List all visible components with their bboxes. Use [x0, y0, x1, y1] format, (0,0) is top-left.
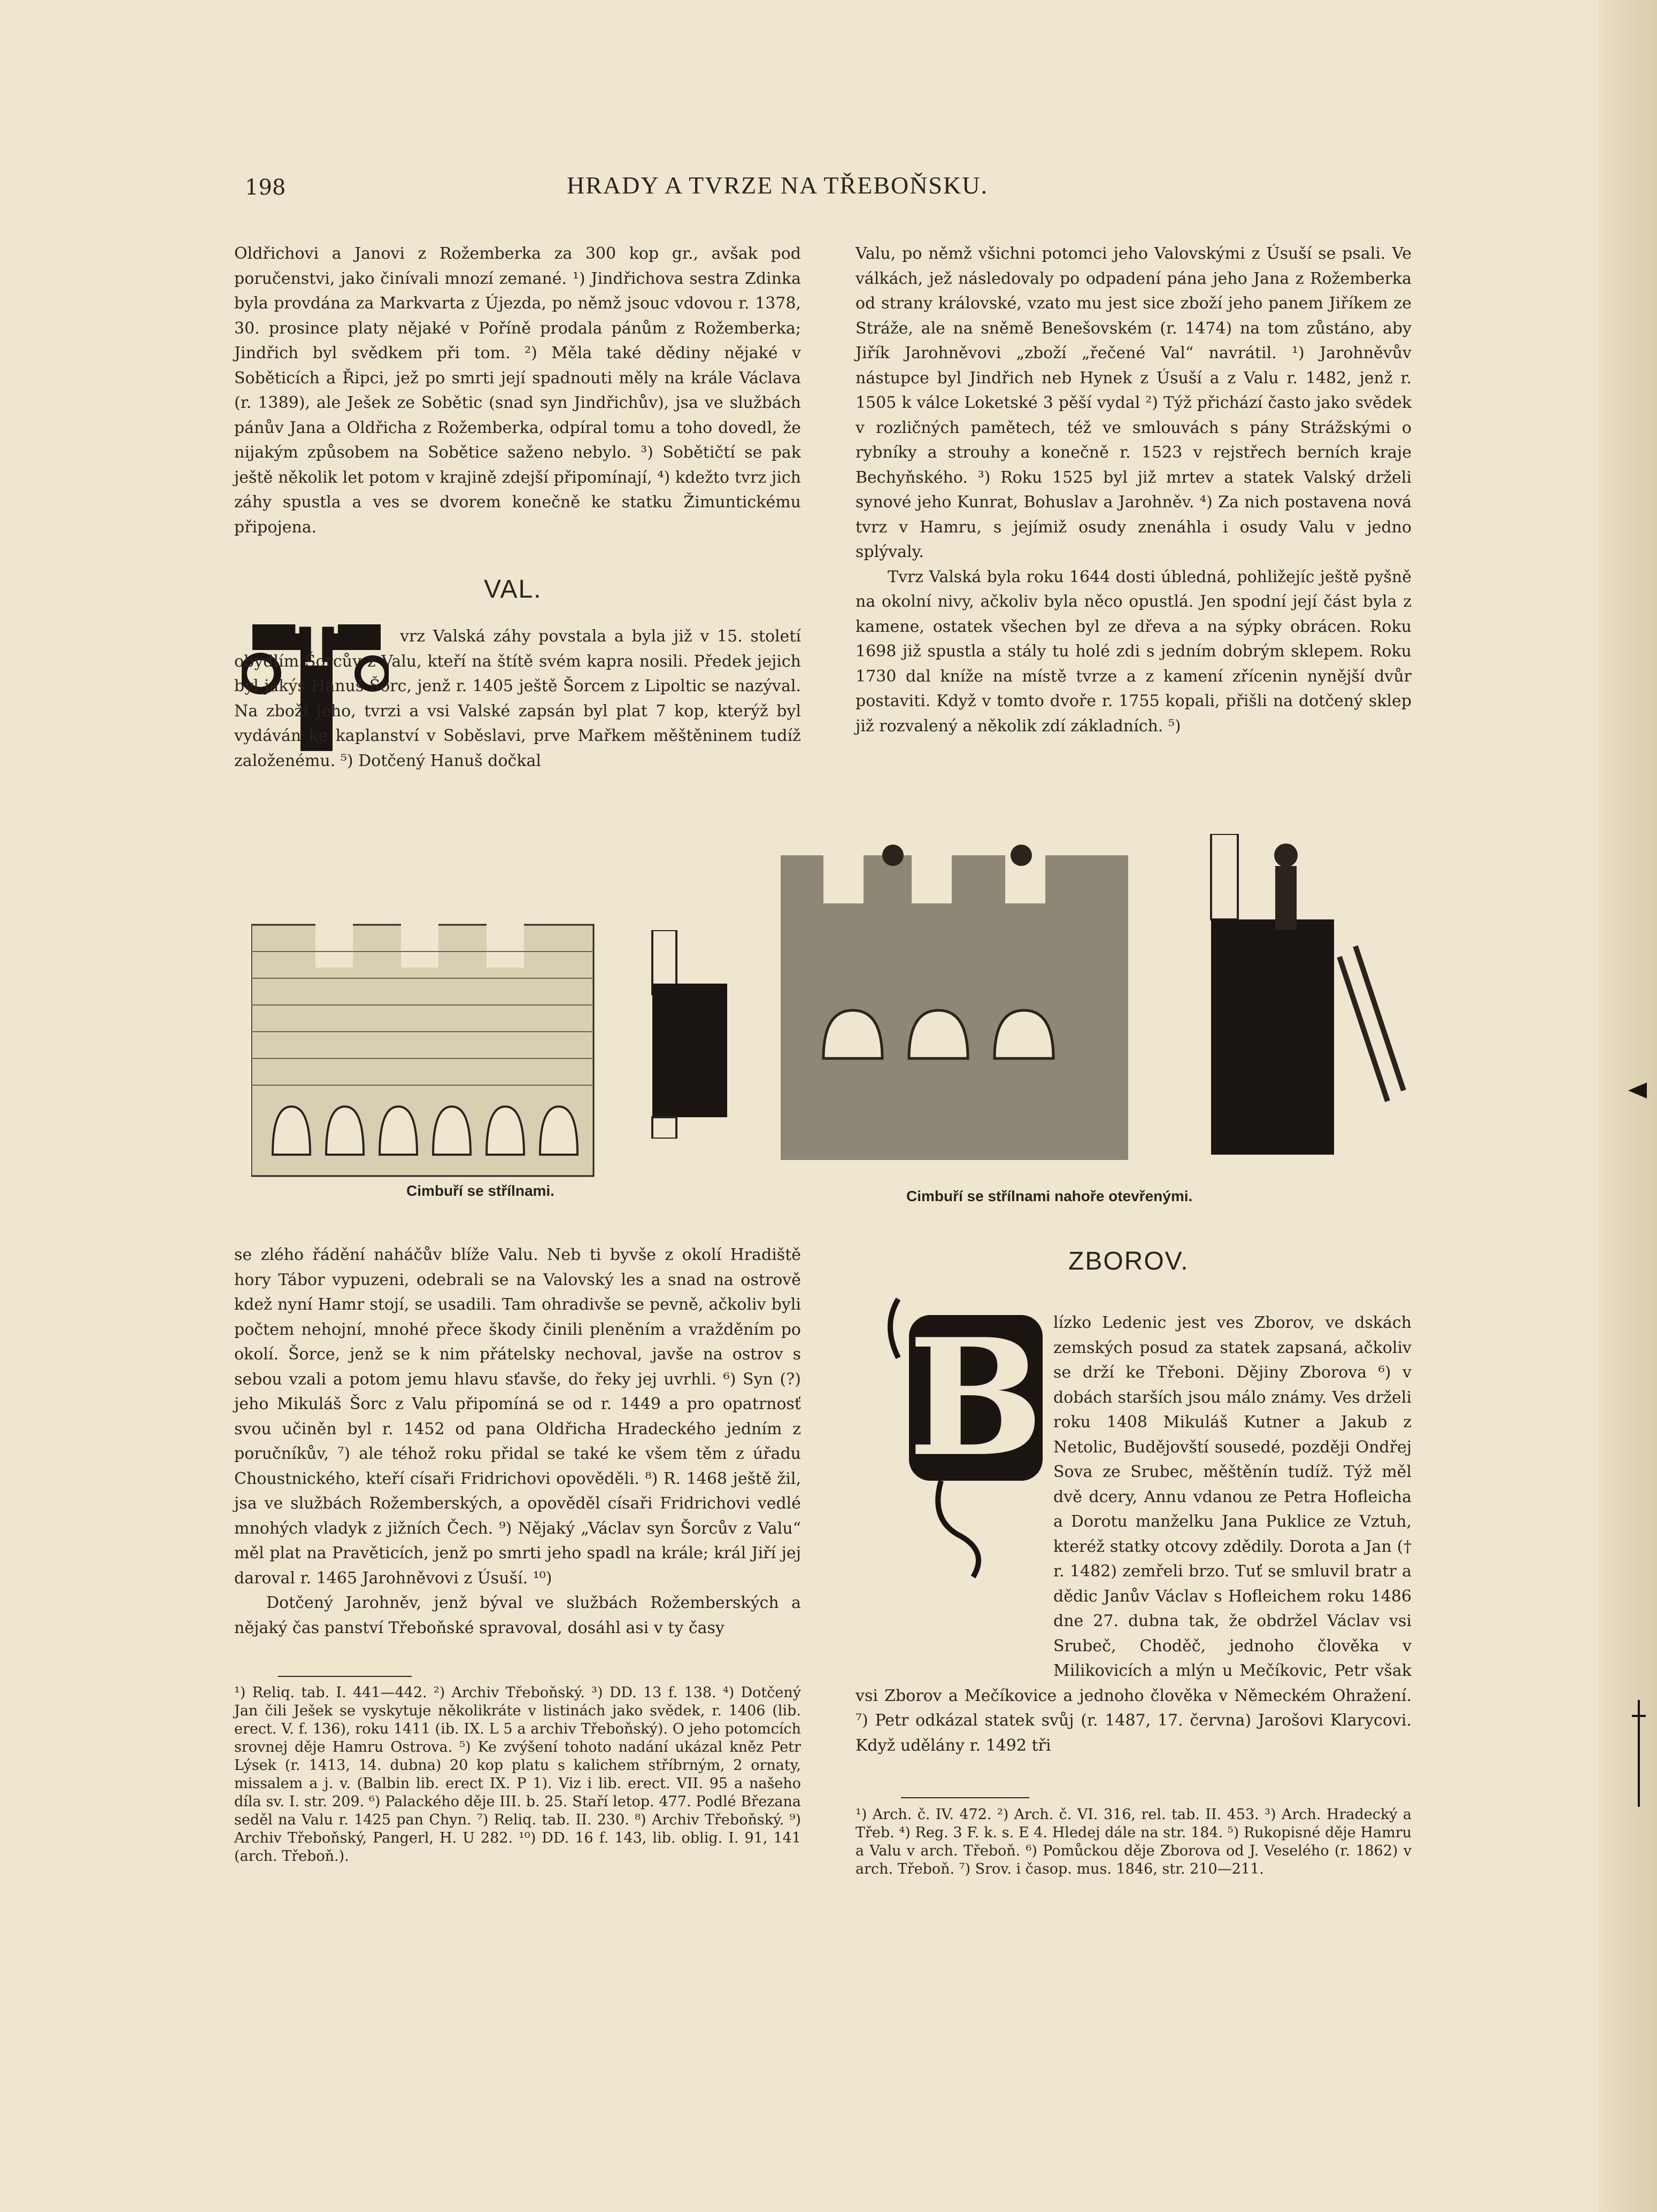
footnotes-left: ¹) Reliq. tab. I. 441—442. ²) Archiv Třeboňský. ³) DD. 13 f. 138. ⁴) Dotčený Jan čili Ješek se vyskytuje několikráte v listinách jako svědek, r. 1406 (lib. erect. V. f. 136), roku 1411 (ib. IX. L 5 a archiv Třeboňský). O jeho potomcích srovnej děje Hamru Ostrova. ⁵) Ke zvýšení tohoto nadání ukázal kněz Petr Lýsek (r. 1413, 14. dubna) 20 kop platu s kalichem stříbrným, 2 ornaty, missalem a j. v. (Balbin lib. erect IX. P 1). Viz i lib. erect. VII. 95 a našeho díla sv. I. str. 209. ⁶) Palackého děje III. b. 25. Staří letop. 477. Podlé Březana seděl na Valu r. 1425 pan Chyn. ⁷) Reliq. tab. II. 230. ⁸) Archiv Třeboňský. ⁹) Archiv Třeboňský, Pangerl, H. U 282. ¹⁰) DD. 16 f. 143, lib. oblig. I. 91, 141 (arch. Třeboň.). — [234, 1684, 801, 1865]
paragraph: Valu, po němž všichni potomci jeho Valovskými z Úsuší se psali. Ve válkách, jež následovaly po odpadení pána jeho Jana z Rožemberka od strany královské, vzato mu jest sice zboží jeho panem Jiříkem ze Stráže, ale na sněmě Benešovském (r. 1474) na tom zůstáno, aby Jiřík Jarohněvovi „zboží „řečené Val“ navrátil. ¹) Jarohněvův nástupce byl Jindřich neb Hynek z Úsuší a z Valu r. 1482, jenž r. 1505 k válce Loketské 3 pěší vydal ²) Týž přichází často jako svědek v rozličných pamětech, též ve smlouvách s pány Strážskými o rybníky a strouhy a konečně r. 1523 v rejstřech berních kraje Bechyňského. ³) Roku 1525 byl již mrtev a statek Valský drželi synové jeho Kunrat, Bohuslav a Jarohněv. ⁴) Za nich postavena nová tvrz v Hamru, s jejímiž osudy znenáhla i osudy Valu v jedno splývaly. — [856, 244, 1412, 561]
crenellation-section-left — [647, 930, 733, 1139]
page-title: HRADY A TVRZE NA TŘEBOŇSKU. — [567, 172, 988, 199]
page-edge — [1598, 0, 1657, 2212]
figure-caption-right: Cimbuří se střílnami nahoře otevřenými. — [906, 1188, 1193, 1204]
crenellation-illustration-right — [781, 834, 1128, 1160]
paragraph: Dotčený Jarohněv, jenž býval ve službách Rožemberských a nějaký čas panství Třeboňské spravoval, dosáhl asi v ty časy — [234, 1594, 801, 1637]
drop-initial-letter: T — [295, 615, 338, 679]
footnote-divider-right — [901, 1797, 1029, 1798]
paragraph: Tvrz Valská byla roku 1644 dosti úbledná, pohližejíc ještě pyšně na okolní nivy, ačkoliv byla něco opustlá. Jen spodní její část byla z kamene, ostatek všechen byl ze dřeva a na sýpky obrácen. Roku 1698 již spustla a stály tu holé zdi s jedním dobrým sklepem. Roku 1730 dal kníže na místě tvrze a z kamení zřícenin nynější dvůr postaviti. Když v tomto dvoře r. 1755 kopali, přišli na dotčený sklep již rozvalený a několik zdí základních. ⁵) — [856, 567, 1412, 736]
paragraph: vrz Valská záhy povstala a byla již v 15. století obydlím Šorcův z Valu, kteří na štítě svém kapra nosili. Předek jejich byl jakýs Hanuš Šorc, jenž r. 1405 ještě Šorcem z Lipoltic se nazýval. Na zboží jeho, tvrzi a vsi Valské zapsán byl plat 7 kop, kterýž byl vydáván ke kaplanství v Soběslavi, prve Mařkem měštěninem tudíž založenému. ⁵) Dotčený Hanuš dočkal — [234, 627, 801, 770]
paragraph — [856, 1311, 1412, 1758]
val-text — [234, 624, 801, 774]
zborov-text-body: lízko Ledenic jest ves Zborov, ve dskách zemských posud za statek zapsaná, ačkoliv se drží ke Třeboni. Dějiny Zborova ⁶) v dobách starších jsou málo známy. Ves drželi roku 1408 Mikuláš Kutner a Jakub z Netolic, Budějovští sousedé, později Ondřej Sova ze Srubec, měštěnín tudíž. Týž měl dvě dcery, Annu vdanou ze Petra Hofleicha a Dorotu manželku Jana Puklice ze Vztuh, kteréž statky otcovy zdědily. Dorota a Jan († r. 1482) zemřeli brzo. Tuť se smluvil bratr a dědic Janův Václav s Hofleichem roku 1486 dne 27. dubna tak, že obdržel Václav vsi Srubeč, Choděč, jednoho člověka v Milikovicích a mlýn u Mečíkovic, Petr však vsi Zborov a Mečíkovice a jednoho člověka v Německém Ohražení. ⁷) Petr odkázal statek svůj (r. 1487, 17. června) Jarošovi Klarycovi. Když udělány r. 1492 tři — [856, 1313, 1412, 1755]
left-column-top — [234, 242, 801, 540]
crenellation-section-right — [1206, 834, 1409, 1155]
drop-initial-letter: B — [908, 1303, 1044, 1492]
left-column-bottom — [234, 1243, 801, 1641]
drop-initial-spacer — [856, 1311, 1053, 1680]
right-column-top — [856, 242, 1412, 739]
footnotes-right: ¹) Arch. č. IV. 472. ²) Arch. č. VI. 316, rel. tab. II. 453. ³) Arch. Hradecký a Třeb. ⁴) Reg. 3 F. k. s. E 4. Hledej dále na str. 184. ⁵) Rukopisné děje Hamru a Valu v arch. Třeboň. ⁶) Pomůckou děje Zborova od J. Veselého (r. 1862) v arch. Třeboň. ⁷) Srov. i časop. mus. 1846, str. 210—211. — [856, 1806, 1412, 1877]
margin-cross-icon — [1631, 1700, 1647, 1807]
section-title-val: VAL. — [484, 575, 542, 604]
page-number: 198 — [245, 175, 286, 200]
margin-mark-icon — [1625, 1080, 1652, 1101]
footnote-divider-left — [278, 1676, 412, 1677]
section-title-zborov: ZBOROV. — [1068, 1247, 1189, 1275]
paragraph: se zlého řádění naháčův blíže Valu. Neb ti byvše z okolí Hradiště hory Tábor vypuzeni, odebrali se na Valovský les a snad na ostrově kdež nyní Hamr stojí, se usadili. Tam ohradivše se pevně, ačkoliv byli počtem nehojní, mnohé přece škody činili pleněním a vražděním po okolí. Šorce, jenž se k nim přátelsky nechoval, javše na ostrov s sebou vzali a potom jemu hlavu sťavše, do řeky jej uvrhli. ⁶) Syn (?) jeho Mikuláš Šorc z Valu připomíná se od r. 1449 a pro opatrnosť svou učiněn byl r. 1452 od pana Oldřicha Hradeckého jedním z poručníkův, ⁷) ale téhož roku přidal se také ke všem těm z úřadu Choustnického, kteří císaři Fridrichovi opověděli. ⁸) R. 1468 ještě žil, jsa ve službách Rožemberských, a opověděl císaři Fridrichovi vedlé mnohých vladyk z jižních Čech. ⁹) Nějaký „Václav syn Šorcův z Valu“ měl plat na Pravěticích, jenž po smrti jeho spadl na krále; král Jiří jej daroval r. 1465 Jarohněvovi z Úsuší. ¹⁰) — [234, 1246, 801, 1588]
zborov-text — [856, 1311, 1412, 1758]
figure-caption-left: Cimbuří se střílnami. — [406, 1182, 554, 1199]
crenellation-illustration-left — [251, 909, 599, 1181]
paragraph: Oldřichovi a Janovi z Rožemberka za 300 kop gr., avšak pod poručenstvi, jako činívali mnozí zemané. ¹) Jindřichova sestra Zdinka byla provdána za Markvarta z Újezda, po němž jsouc vdovou r. 1378, 30. prosince platy nějaké v Poříně prodala pánům z Rožemberka; Jindřich byl svědkem při tom. ²) Měla také dědiny nějaké v Soběticích a Řipci, jež po smrti její spadnouti měly na krále Václava (r. 1389), ale Ješek ze Sobětic (snad syn Jindřichův), jsa ve službách pánův Jana a Oldřicha z Rožemberka, odpíral tomu a toho dovedl, že nijakým způsobem na Sobětice saženo nebylo. ³) Sobětičtí se pak ještě několik let potom v krajině zdejší připomínají, ⁴) kdežto tvrz jich záhy spustla a ves se dvorem konečně ke statku Žimuntickému připojena. — [234, 244, 801, 537]
